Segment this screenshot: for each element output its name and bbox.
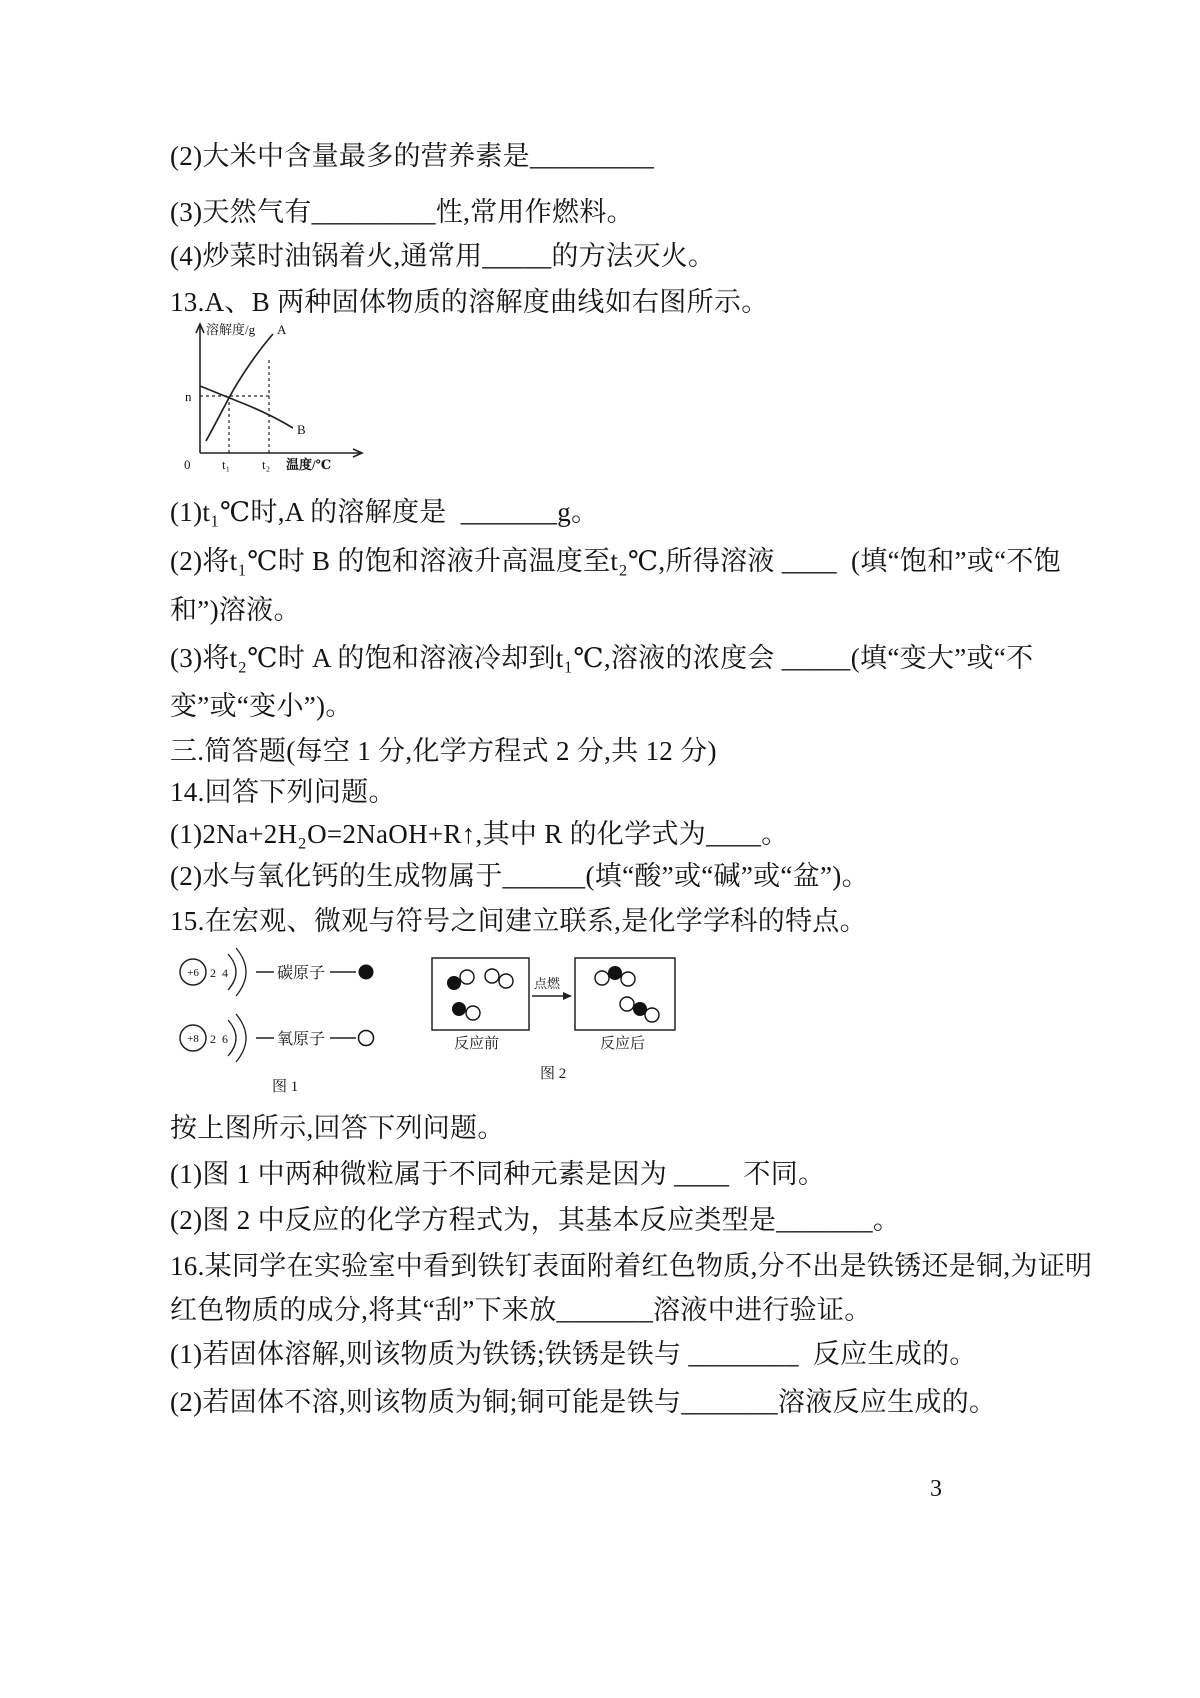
oxygen-charge-label: +8 [187, 1033, 199, 1045]
q15-intro-line: 15.在宏观、微观与符号之间建立联系,是化学学科的特点。 [170, 906, 867, 936]
q15-part2-line: (2)图 2 中反应的化学方程式为，其基本反应类型是_______。 [170, 1205, 901, 1235]
carbon-shell2-label: 4 [222, 966, 228, 980]
curve-b-label: B [297, 422, 306, 437]
t1-label: t₁ [222, 457, 231, 472]
q13-part2-line-a: (2)将t₁℃时 B 的饱和溶液升高温度至t₂℃,所得溶液 ____ (填“饱和”或“不饱 [170, 546, 1061, 576]
graph-ylabel: 溶解度/g [206, 322, 256, 337]
figure2-caption: 图 2 [540, 1066, 567, 1082]
oxygen-shell-arc-1 [228, 1020, 236, 1056]
curve-b [200, 386, 293, 428]
carbon-shell-arc-1 [228, 954, 236, 990]
q13-part3-line-a: (3)将t₂℃时 A 的饱和溶液冷却到t₁℃,溶液的浓度会 _____(填“变大”或“不 [170, 643, 1034, 673]
solubility-curve-figure [172, 316, 377, 486]
figure1-caption: 图 1 [272, 1079, 299, 1095]
t2-label: t₂ [262, 457, 271, 472]
oxygen-shell2-label: 6 [222, 1032, 228, 1046]
before-label: 反应前 [454, 1036, 500, 1052]
q14-part1-line: (1)2Na+2H₂O=2NaOH+R↑,其中 R 的化学式为____。 [170, 819, 789, 849]
reaction-model-figure [430, 948, 690, 1083]
reaction-arrow-head [563, 992, 572, 1000]
q13-intro-line: 13.A、B 两种固体物质的溶解度曲线如右图所示。 [170, 287, 769, 317]
q13-part2-line-b: 和”)溶液。 [170, 595, 301, 625]
section3-heading: 三.简答题(每空 1 分,化学方程式 2 分,共 12 分) [170, 736, 717, 766]
q12-part2-line: (2)大米中含量最多的营养素是_________ [170, 141, 655, 171]
after-label: 反应后 [600, 1036, 646, 1052]
curve-a [206, 334, 273, 441]
after-box [575, 958, 675, 1030]
oxygen-shell-arc-2 [236, 1014, 246, 1062]
carbon-atom-label: 碳原子 [277, 965, 326, 982]
page-number: 3 [930, 1476, 942, 1502]
graph-axes [196, 324, 362, 457]
q16-part1-line: (1)若固体溶解,则该物质为铁锈;铁锈是铁与 ________ 反应生成的。 [170, 1339, 977, 1369]
q13-part3-line-b: 变”或“变小”)。 [170, 691, 353, 721]
q12-part3-line: (3)天然气有_________性,常用作燃料。 [170, 197, 634, 227]
q15-prompt-line: 按上图所示,回答下列问题。 [170, 1113, 505, 1143]
q15-part1-line: (1)图 1 中两种微粒属于不同种元素是因为 ____ 不同。 [170, 1159, 826, 1189]
graph-guide-lines [200, 360, 269, 453]
oxygen-atom-label: 氧原子 [277, 1031, 326, 1048]
before-box [432, 958, 529, 1030]
ignite-label: 点燃 [534, 976, 561, 991]
origin-label: 0 [184, 457, 191, 472]
carbon-shell1-label: 2 [210, 966, 216, 980]
carbon-atom-dot [359, 965, 374, 980]
q14-intro-line: 14.回答下列问题。 [170, 777, 396, 807]
q12-part4-line: (4)炒菜时油锅着火,通常用_____的方法灭火。 [170, 241, 716, 271]
q14-part2-line: (2)水与氧化钙的生成物属于______(填“酸”或“碱”或“盆”)。 [170, 861, 869, 891]
n-label: n [185, 389, 192, 404]
carbon-atom-model [180, 948, 374, 996]
oxygen-atom-dot [359, 1031, 374, 1046]
q16-intro-line-a: 16.某同学在实验室中看到铁钉表面附着红色物质,分不出是铁锈还是铜,为证明 [170, 1251, 1093, 1281]
q16-intro-line-b: 红色物质的成分,将其“刮”下来放_______溶液中进行验证。 [170, 1295, 872, 1325]
oxygen-atom-model [180, 1014, 374, 1062]
q16-part2-line: (2)若固体不溶,则该物质为铜;铜可能是铁与_______溶液反应生成的。 [170, 1387, 997, 1417]
curve-a-label: A [277, 322, 287, 337]
carbon-shell-arc-2 [236, 948, 246, 996]
after-molecules [595, 966, 659, 1022]
oxygen-shell1-label: 2 [210, 1032, 216, 1046]
graph-xlabel: 温度/℃ [286, 457, 332, 472]
q13-part1-line: (1)t₁℃时,A 的溶解度是 _______g。 [170, 497, 599, 527]
carbon-charge-label: +6 [187, 967, 199, 979]
atom-structure-figure [172, 936, 412, 1096]
before-molecules [447, 969, 513, 1020]
